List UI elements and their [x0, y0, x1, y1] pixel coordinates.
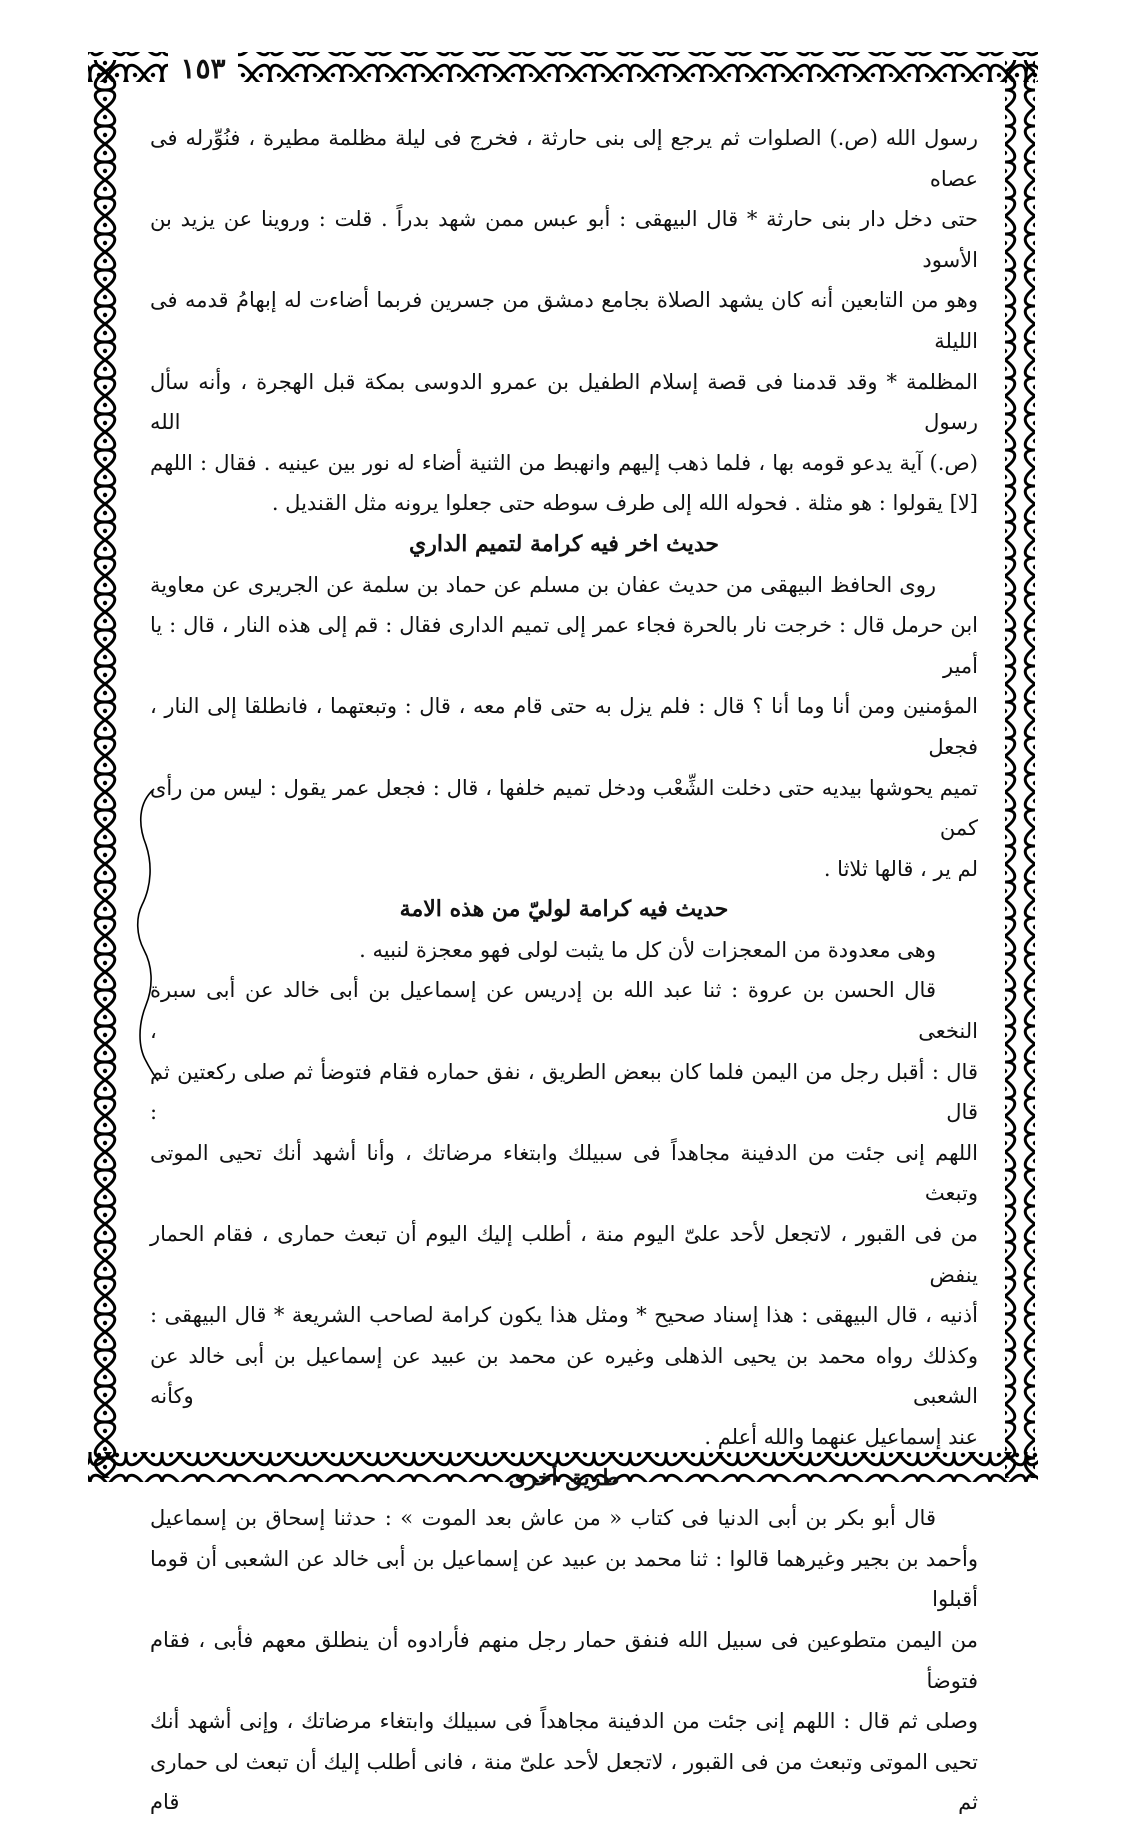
text-line: ابن حرمل قال : خرجت نار بالحرة فجاء عمر إلى تميم الدارى فقال : قم إلى هذه النار ، قال : يا أمير — [150, 613, 978, 678]
border-left — [92, 60, 122, 1478]
text-line: من فى القبور ، لاتجعل لأحد علىّ اليوم منة ، أطلب إليك اليوم أن تبعث حمارى ، فقام الحمار ينفض — [150, 1222, 978, 1287]
text-line: أذنيه ، قال البيهقى : هذا إسناد صحيح * ومثل هذا يكون كرامة لصاحب الشريعة * قال البيهقى : — [150, 1303, 978, 1328]
text-line: وصلى ثم قال : اللهم إنى جئت من الدفينة مجاهداً فى سبيلك وابتغاء مرضاتك ، وإنى أشهد أنك — [150, 1709, 978, 1734]
section-heading: حديث فيه كرامة لوليّ من هذه الامة — [399, 896, 729, 923]
text-line: اللهم إنى جئت من الدفينة مجاهداً فى سبيلك وابتغاء مرضاتك ، وأنا أشهد أنك تحيى الموتى وتبعث — [150, 1140, 978, 1206]
page-number: ١٥٣ — [168, 50, 238, 88]
text-line: تحيى الموتى وتبعث من فى القبور ، لاتجعل لأحد علىّ منة ، فانى أطلب إليك أن تبعث لى حمارى ثم قام — [150, 1749, 978, 1815]
text-line: المظلمة * وقد قدمنا فى قصة إسلام الطفيل بن عمرو الدوسى بمكة قبل الهجرة ، وأنه سأل رسول الله — [150, 369, 978, 435]
text-line: عند إسماعيل عنهما والله أعلم . — [704, 1425, 978, 1449]
text-line: حتى دخل دار بنى حارثة * قال البيهقى : أبو عبس ممن شهد بدراً . قلت : وروينا عن يزيد بن الأسود — [150, 207, 978, 272]
text-line: روى الحافظ البيهقى من حديث عفان بن مسلم عن حماد بن سلمة عن الجريرى عن معاوية — [150, 572, 936, 597]
text-line: [لا] يقولوا : هو مثلة . فحوله الله إلى طرف سوطه حتى جعلوا يرونه مثل القنديل . — [271, 491, 978, 516]
text-line: وأحمد بن بجير وغيرهما قالوا : ثنا محمد بن عبيد عن إسماعيل بن أبى خالد عن الشعبى أن قوما أقبلوا — [150, 1546, 978, 1612]
border-right — [1005, 60, 1035, 1478]
text-line: من اليمن متطوعين فى سبيل الله فنفق حمار رجل منهم فأرادوه أن ينطلق معهم فأبى ، فقام فتوضأ — [150, 1627, 978, 1693]
text-line: قال : أقبل رجل من اليمن فلما كان ببعض الطريق ، نفق حماره فقام فتوضأ ثم صلى ركعتين ثم قال : — [150, 1059, 978, 1125]
section-heading: حديث اخر فيه كرامة لتميم الداري — [409, 530, 719, 557]
text-line: تميم يحوشها بيديه حتى دخلت الشِّعْب ودخل تميم خلفها ، قال : فجعل عمر يقول : ليس من رأى كمن — [150, 775, 978, 841]
text-line: لم ير ، قالها ثلاثا . — [823, 856, 978, 881]
text-line: وكذلك رواه محمد بن يحيى الذهلى وغيره عن محمد بن عبيد عن إسماعيل بن أبى خالد عن الشعبى وكأنه — [150, 1343, 978, 1409]
text-line: (ص.) آية يدعو قومه بها ، فلما ذهب إليهم وانهبط من الثنية أضاء له نور بين عينيه . فقال : اللهم — [150, 450, 978, 475]
text-line: قال الحسن بن عروة : ثنا عبد الله بن إدريس عن إسماعيل بن أبى خالد عن أبى سبرة النخعى ، — [150, 978, 978, 1044]
text-line: قال أبو بكر بن أبى الدنيا فى كتاب « من عاش بعد الموت » : حدثنا إسحاق بن إسماعيل — [150, 1506, 936, 1531]
section-heading: طريق أخرى — [508, 1464, 620, 1491]
main-text — [150, 118, 978, 1815]
text-line: المؤمنين ومن أنا وما أنا ؟ قال : فلم يزل به حتى قام معه ، قال : وتبعتهما ، فانطلقا إلى النار ، فجعل — [150, 694, 978, 759]
text-line: وهى معدودة من المعجزات لأن كل ما يثبت لولى فهو معجزة لنبيه . — [359, 937, 936, 962]
text-line: وهو من التابعين أنه كان يشهد الصلاة بجامع دمشق من جسرين فربما أضاءت له إبهامُ قدمه فى الليلة — [150, 288, 978, 353]
text-line: رسول الله (ص.) الصلوات ثم يرجع إلى بنى حارثة ، فخرج فى ليلة مظلمة مطيرة ، فنُوِّرله فى عصاه — [150, 126, 978, 191]
